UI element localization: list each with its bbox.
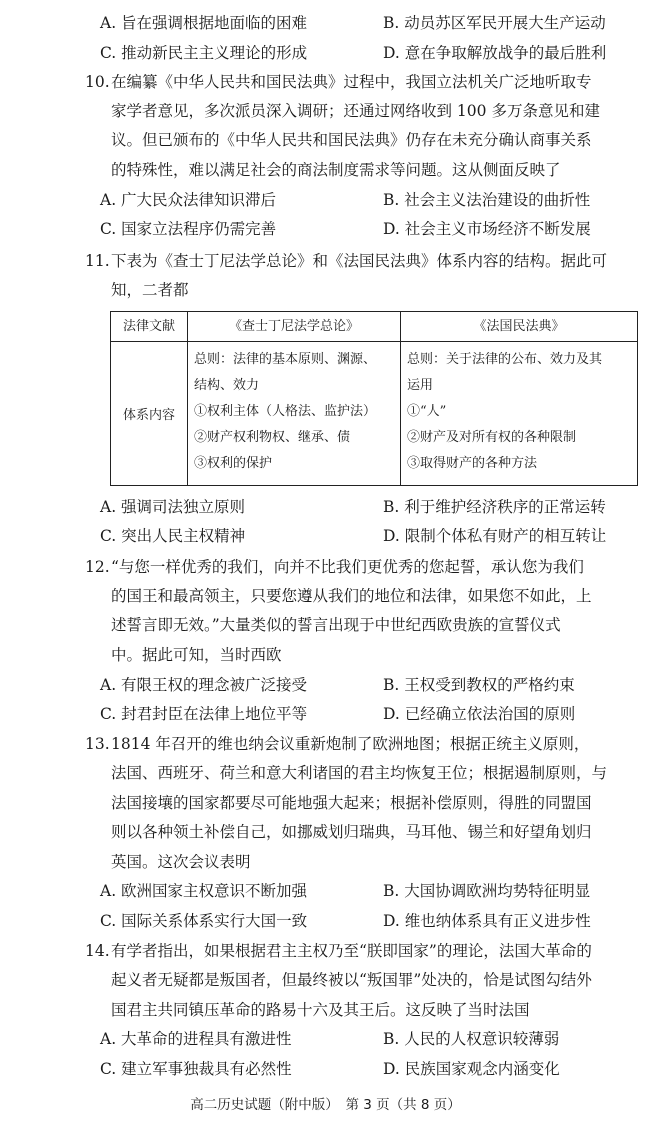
- q13-stem-line-5: 英国。这次会议表明: [111, 853, 251, 871]
- q14-stem-line-2: 起义者无疑都是叛国者，但最终被以“叛国罪”处决的，恰是试图勾结外: [111, 971, 592, 989]
- q13-stem-line-4: 则以各种领土补偿自己，如挪威划归瑞典，马耳他、锡兰和好望角划归: [111, 823, 592, 841]
- q11-option-b: B. 利于维护经济秩序的正常运转: [383, 498, 606, 516]
- q13-option-a: A. 欧洲国家主权意识不断加强: [100, 882, 308, 900]
- table-cell-french-code: 总则：关于法律的公布、效力及其 运用 ①“人” ②财产及对所有权的各种限制 ③取得财产的各种方法: [401, 342, 638, 486]
- law-structure-table: [110, 311, 638, 486]
- q10-option-d: D. 社会主义市场经济不断发展: [383, 220, 591, 238]
- q14-number: 14.: [85, 942, 110, 960]
- table-row-label: 体系内容: [111, 342, 188, 486]
- q12-option-d: D. 已经确立依法治国的原则: [383, 705, 576, 723]
- q9-option-c: C. 推动新民主主义理论的形成: [100, 44, 308, 62]
- table-header-french-code: 《法国民法典》: [401, 312, 638, 342]
- q9-option-b: B. 动员苏区军民开展大生产运动: [383, 14, 606, 32]
- q14-stem-line-1: 14.有学者指出，如果根据君主主权乃至“朕即国家”的理论，法国大革命的: [85, 942, 592, 960]
- q11-option-d: D. 限制个体私有财产的相互转让: [383, 527, 607, 545]
- q13-option-b: B. 大国协调欧洲均势特征明显: [383, 882, 591, 900]
- q14-stem-line-3: 国君主共同镇压革命的路易十六及其王后。这反映了当时法国: [111, 1001, 530, 1019]
- q10-option-c: C. 国家立法程序仍需完善: [100, 220, 277, 238]
- q12-option-b: B. 王权受到教权的严格约束: [383, 676, 575, 694]
- q12-option-c: C. 封君封臣在法律上地位平等: [100, 705, 308, 723]
- q12-option-a: A. 有限王权的理念被广泛接受: [100, 676, 308, 694]
- table-header-justinian: 《查士丁尼法学总论》: [188, 312, 401, 342]
- q12-stem-line-3: 述誓言即无效。”大量类似的誓言出现于中世纪西欧贵族的宣誓仪式: [111, 616, 561, 634]
- q9-option-a: A. 旨在强调根据地面临的困难: [100, 14, 308, 32]
- q12-stem-line-4: 中。据此可知，当时西欧: [111, 646, 282, 664]
- q12-stem-line-2: 的国王和最高领主，只要您遵从我们的地位和法律，如果您不如此，上: [111, 587, 592, 605]
- q14-option-b: B. 人民的人权意识较薄弱: [383, 1030, 560, 1048]
- table-header-document: 法律文献: [111, 312, 188, 342]
- q11-option-c: C. 突出人民主权精神: [100, 527, 246, 545]
- q11-option-a: A. 强调司法独立原则: [100, 498, 246, 516]
- q13-number: 13.: [85, 735, 110, 753]
- q14-option-d: D. 民族国家观念内涵变化: [383, 1060, 560, 1078]
- q10-option-b: B. 社会主义法治建设的曲折性: [383, 191, 591, 209]
- q10-option-a: A. 广大民众法律知识滞后: [100, 191, 277, 209]
- q10-stem-line-4: 的特殊性，难以满足社会的商法制度需求等问题。这从侧面反映了: [111, 161, 561, 179]
- table-cell-justinian: 总则：法律的基本原则、渊源、 结构、效力 ①权利主体（人格法、监护法） ②财产权利物权、继承、债 ③权利的保护: [188, 342, 401, 486]
- q12-number: 12.: [85, 558, 110, 576]
- page-footer: 高二历史试题（附中版） 第 3 页（共 8 页）: [190, 1097, 461, 1113]
- q13-stem-line-1: 13.1814 年召开的维也纳会议重新炮制了欧洲地图；根据正统主义原则，: [85, 735, 590, 753]
- q14-option-a: A. 大革命的进程具有激进性: [100, 1030, 292, 1048]
- q13-stem-line-3: 法国接壤的国家都要尽可能地强大起来；根据补偿原则，得胜的同盟国: [111, 794, 592, 812]
- q11-stem-line-1: 11.下表为《查士丁尼法学总论》和《法国民法典》体系内容的结构。据此可: [85, 252, 608, 270]
- q11-number: 11.: [85, 252, 110, 270]
- q10-stem-line-1: 10.在编纂《中华人民共和国民法典》过程中，我国立法机关广泛地听取专: [85, 73, 592, 91]
- q11-stem-line-2: 知，二者都: [111, 281, 189, 299]
- q13-stem-line-2: 法国、西班牙、荷兰和意大利诸国的君主均恢复王位；根据遏制原则，与: [111, 764, 608, 782]
- q9-option-d: D. 意在争取解放战争的最后胜利: [383, 44, 607, 62]
- q13-option-d: D. 维也纳体系具有正义进步性: [383, 912, 591, 930]
- q10-stem-line-2: 家学者意见，多次派员深入调研；还通过网络收到 100 多万条意见和建: [111, 102, 600, 120]
- q10-number: 10.: [85, 73, 110, 91]
- q10-stem-line-3: 议。但已颁布的《中华人民共和国民法典》仍存在未充分确认商事关系: [111, 131, 592, 149]
- q12-stem-line-1: 12.“与您一样优秀的我们，向并不比我们更优秀的您起誓，承认您为我们: [85, 558, 584, 576]
- q13-option-c: C. 国际关系体系实行大国一致: [100, 912, 308, 930]
- q14-option-c: C. 建立军事独裁具有必然性: [100, 1060, 292, 1078]
